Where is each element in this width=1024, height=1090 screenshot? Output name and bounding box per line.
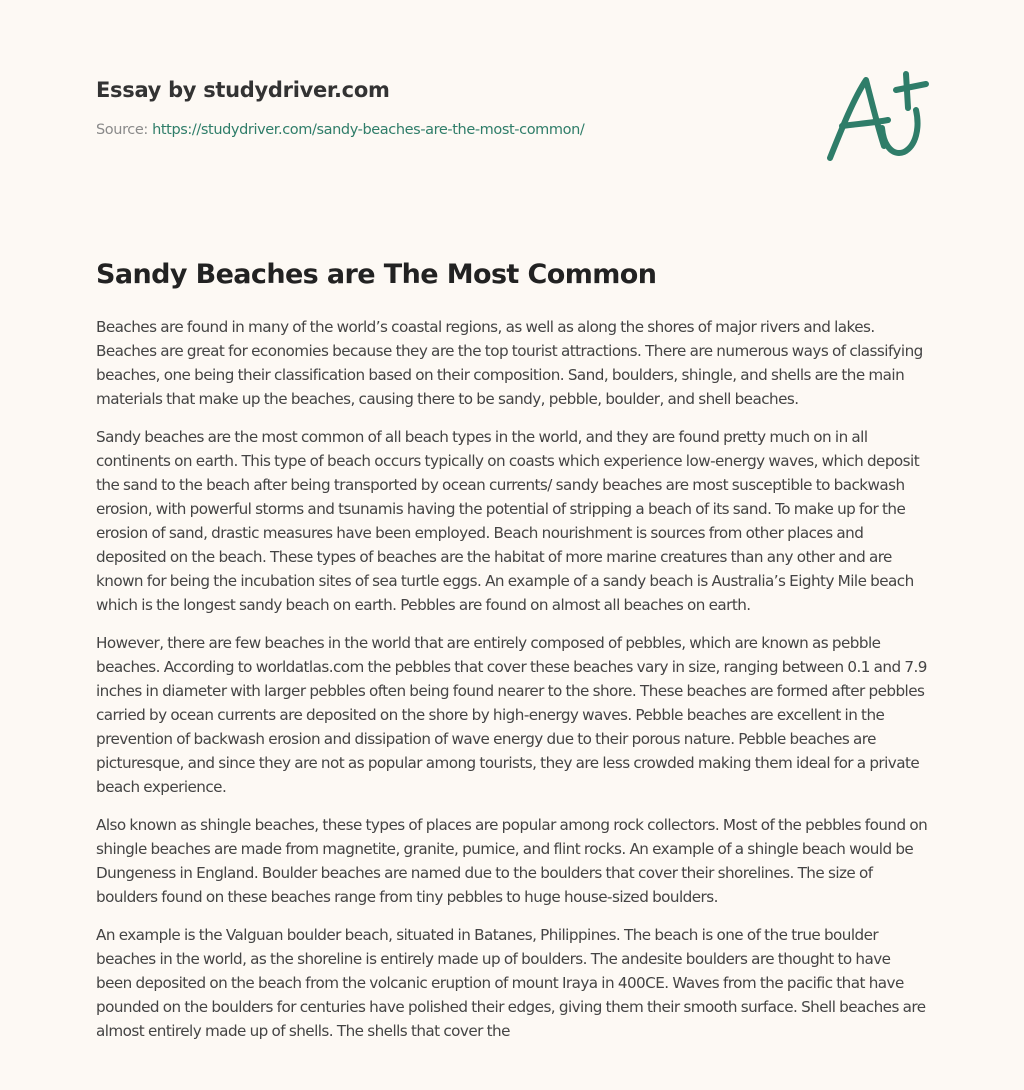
source-label: Source: — [96, 122, 153, 138]
paragraph: However, there are few beaches in the world that are entirely composed of pebbles, which are known as pebble beaches. According to worldatlas.com the pebbles that cover these beaches vary in size, ranging between 0.1 and 7.9 inches in diameter with larger pebbles often being found nearer to the shore. These beaches are formed after pebbles carried by ocean currents are deposited on the shore by high-energy waves. Pebble beaches are excellent in the prevention of backwash erosion and dissipation of wave energy due to their porous nature. Pebble beaches are picturesque, and since they are not as popular among tourists, they are less crowded making them ideal for a private beach experience. — [96, 634, 927, 796]
source-link[interactable]: https://studydriver.com/sandy-beaches-are-the-most-common/ — [152, 122, 585, 138]
a-plus-grade-icon — [822, 68, 932, 168]
paragraph: Beaches are found in many of the world’s coastal regions, as well as along the shores of major rivers and lakes. Beaches are great for economies because they are the top tourist attractions. There are numerous ways of classifying beaches, one being their classification based on their composition. Sand, boulders, shingle, and shells are the main materials that make up the beaches, causing there to be sandy, pebble, boulder, and shell beaches. — [96, 318, 923, 408]
essay-header — [96, 76, 928, 138]
source-line — [96, 122, 928, 138]
site-title: Essay by studydriver.com — [96, 78, 390, 102]
paragraph: An example is the Valguan boulder beach, situated in Batanes, Philippines. The beach is one of the true boulder beaches in the world, as the shoreline is entirely made up of boulders. The andesite boulders are thought to have been deposited on the beach from the volcanic eruption of mount Iraya in 400CE. Waves from the pacific that have pounded on the boulders for centuries have polished their edges, giving them their smooth surface. Shell beaches are almost entirely made up of shells. The shells that cover the — [96, 926, 926, 1040]
essay-title: Sandy Beaches are The Most Common — [96, 259, 657, 290]
paragraph: Sandy beaches are the most common of all beach types in the world, and they are found pretty much on in all continents on earth. This type of beach occurs typically on coasts which experience low-energy waves, which deposit the sand to the beach after being transported by ocean currents/ sandy beaches are most susceptible to backwash erosion, with powerful storms and tsunamis having the potential of stripping a beach of its sand. To make up for the erosion of sand, drastic measures have been employed. Beach nourishment is sources from other places and deposited on the beach. These types of beaches are the habitat of more marine creatures than any other and are known for being the incubation sites of sea turtle eggs. An example of a sandy beach is Australia’s Eighty Mile beach which is the longest sandy beach on earth. Pebbles are found on almost all beaches on earth. — [96, 428, 920, 614]
paragraph: Also known as shingle beaches, these types of places are popular among rock collectors. Most of the pebbles found on shingle beaches are made from magnetite, granite, pumice, and flint rocks. An example of a shingle beach would be Dungeness in England. Boulder beaches are named due to the boulders that cover their shorelines. The size of boulders found on these beaches range from tiny pebbles to huge house-sized boulders. — [96, 816, 928, 906]
essay-body — [96, 256, 928, 1057]
essay-content — [96, 315, 928, 1043]
